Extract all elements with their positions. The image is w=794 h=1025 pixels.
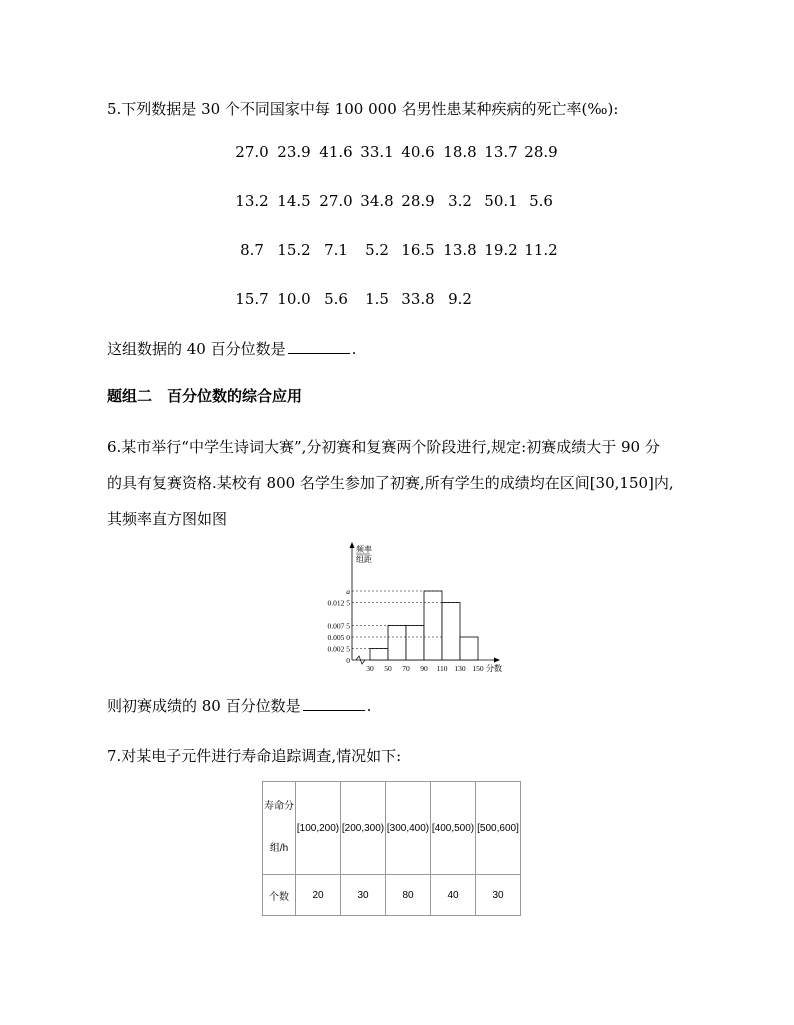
q6-question-text: 则初赛成绩的 80 百分位数是 <box>107 697 301 715</box>
q6-question <box>107 695 371 716</box>
y-tick-label: 0.007 5 <box>327 621 350 631</box>
q5-data-value: 27.0 <box>319 192 353 210</box>
y-tick-label: 0 <box>346 656 350 665</box>
count-label-cell: 个数 <box>263 875 296 916</box>
q6-line-1: 6.某市举行“中学生诗词大赛”,分初赛和复赛两个阶段进行,规定:初赛成绩大于 90 分 <box>107 438 660 456</box>
q5-question <box>107 338 356 359</box>
q5-data-value: 19.2 <box>484 241 518 259</box>
q5-data-value: 15.2 <box>277 241 311 259</box>
table-header-row <box>263 782 521 875</box>
x-axis-arrow <box>494 658 500 663</box>
x-axis-label: 分数 <box>486 664 502 673</box>
frequency-histogram <box>327 540 502 680</box>
count-cell: 30 <box>341 875 386 916</box>
x-tick-label: 30 <box>366 664 374 673</box>
x-tick-label: 90 <box>420 664 428 673</box>
q5-data-value: 5.2 <box>365 241 389 259</box>
q5-data-value: 8.7 <box>240 241 264 259</box>
q5-question-end: . <box>351 340 357 358</box>
q5-data-value: 15.7 <box>235 290 269 308</box>
q5-data-value: 5.6 <box>529 192 553 210</box>
header-label-line-1: 寿命分 <box>264 801 294 812</box>
lifetime-table <box>262 781 521 916</box>
count-cell: 20 <box>296 875 341 916</box>
x-tick-label: 70 <box>402 664 410 673</box>
q5-data-value: 10.0 <box>277 290 311 308</box>
header-cell: [200,300) <box>341 782 386 875</box>
q5-data-value: 3.2 <box>448 192 472 210</box>
q6-line-2: 的具有复赛资格.某校有 800 名学生参加了初赛,所有学生的成绩均在区间[30,150]内, <box>107 474 674 492</box>
x-tick-label: 130 <box>454 664 466 673</box>
q7-intro: 7.对某电子元件进行寿命追踪调查,情况如下: <box>107 747 402 765</box>
count-cell: 30 <box>476 875 521 916</box>
header-label-line-2: 组/h <box>269 843 289 854</box>
histogram-bar <box>370 649 388 661</box>
q5-data-value: 40.6 <box>401 143 435 161</box>
q5-answer-blank[interactable] <box>288 352 350 354</box>
q5-data-value: 18.8 <box>443 143 477 161</box>
histogram-bar <box>406 626 424 661</box>
q5-data-value: 41.6 <box>319 143 353 161</box>
y-tick-label: 0.002 5 <box>327 644 350 654</box>
table-count-row <box>263 875 521 916</box>
histogram-bar <box>442 603 460 661</box>
y-tick-label: 0.012 5 <box>327 598 350 608</box>
q5-question-text: 这组数据的 40 百分位数是 <box>107 340 286 358</box>
q5-data-value: 33.1 <box>360 143 394 161</box>
y-tick-label: 0.005 0 <box>327 633 350 642</box>
x-tick-label: 50 <box>384 664 392 673</box>
histogram-bar <box>460 637 478 660</box>
x-tick-label: 110 <box>436 664 448 673</box>
q5-data-value: 9.2 <box>448 290 472 308</box>
y-axis-label-top: 频率 <box>356 545 372 554</box>
q5-data-value: 1.5 <box>365 290 389 308</box>
q6-line-3: 其频率直方图如图 <box>107 510 228 528</box>
y-tick-label: a <box>346 587 350 596</box>
q5-data-value: 28.9 <box>524 143 558 161</box>
section-title: 题组二 百分位数的综合应用 <box>107 387 303 405</box>
q5-data-value: 23.9 <box>277 143 311 161</box>
q6-answer-blank[interactable] <box>303 709 365 711</box>
header-cell: [500,600] <box>476 782 521 875</box>
q5-data-value: 27.0 <box>235 143 269 161</box>
header-label-cell <box>263 782 296 875</box>
q5-data-value: 13.7 <box>484 143 518 161</box>
q5-data-value: 11.2 <box>524 241 558 259</box>
q5-data-value: 33.8 <box>401 290 435 308</box>
q5-data-value: 13.8 <box>443 241 477 259</box>
q5-intro: 5.下列数据是 30 个不同国家中每 100 000 名男性患某种疾病的死亡率(‰): <box>107 100 619 118</box>
q5-data-value: 28.9 <box>401 192 435 210</box>
histogram-bar <box>424 591 442 660</box>
count-cell: 40 <box>431 875 476 916</box>
q5-data-value: 34.8 <box>360 192 394 210</box>
header-cell: [300,400) <box>386 782 431 875</box>
q6-question-end: . <box>366 697 372 715</box>
q5-data-value: 5.6 <box>324 290 348 308</box>
count-cell: 80 <box>386 875 431 916</box>
q5-data-value: 16.5 <box>401 241 435 259</box>
q5-data-value: 14.5 <box>277 192 311 210</box>
histogram-bar <box>388 626 406 661</box>
q5-data-value: 7.1 <box>324 241 348 259</box>
header-cell: [400,500) <box>431 782 476 875</box>
q5-data-value: 13.2 <box>235 192 269 210</box>
q5-data-value: 50.1 <box>484 192 518 210</box>
y-axis-arrow <box>350 542 355 548</box>
y-axis-label-bottom: 组距 <box>356 555 372 564</box>
header-cell: [100,200) <box>296 782 341 875</box>
x-tick-label: 150 <box>472 664 484 673</box>
